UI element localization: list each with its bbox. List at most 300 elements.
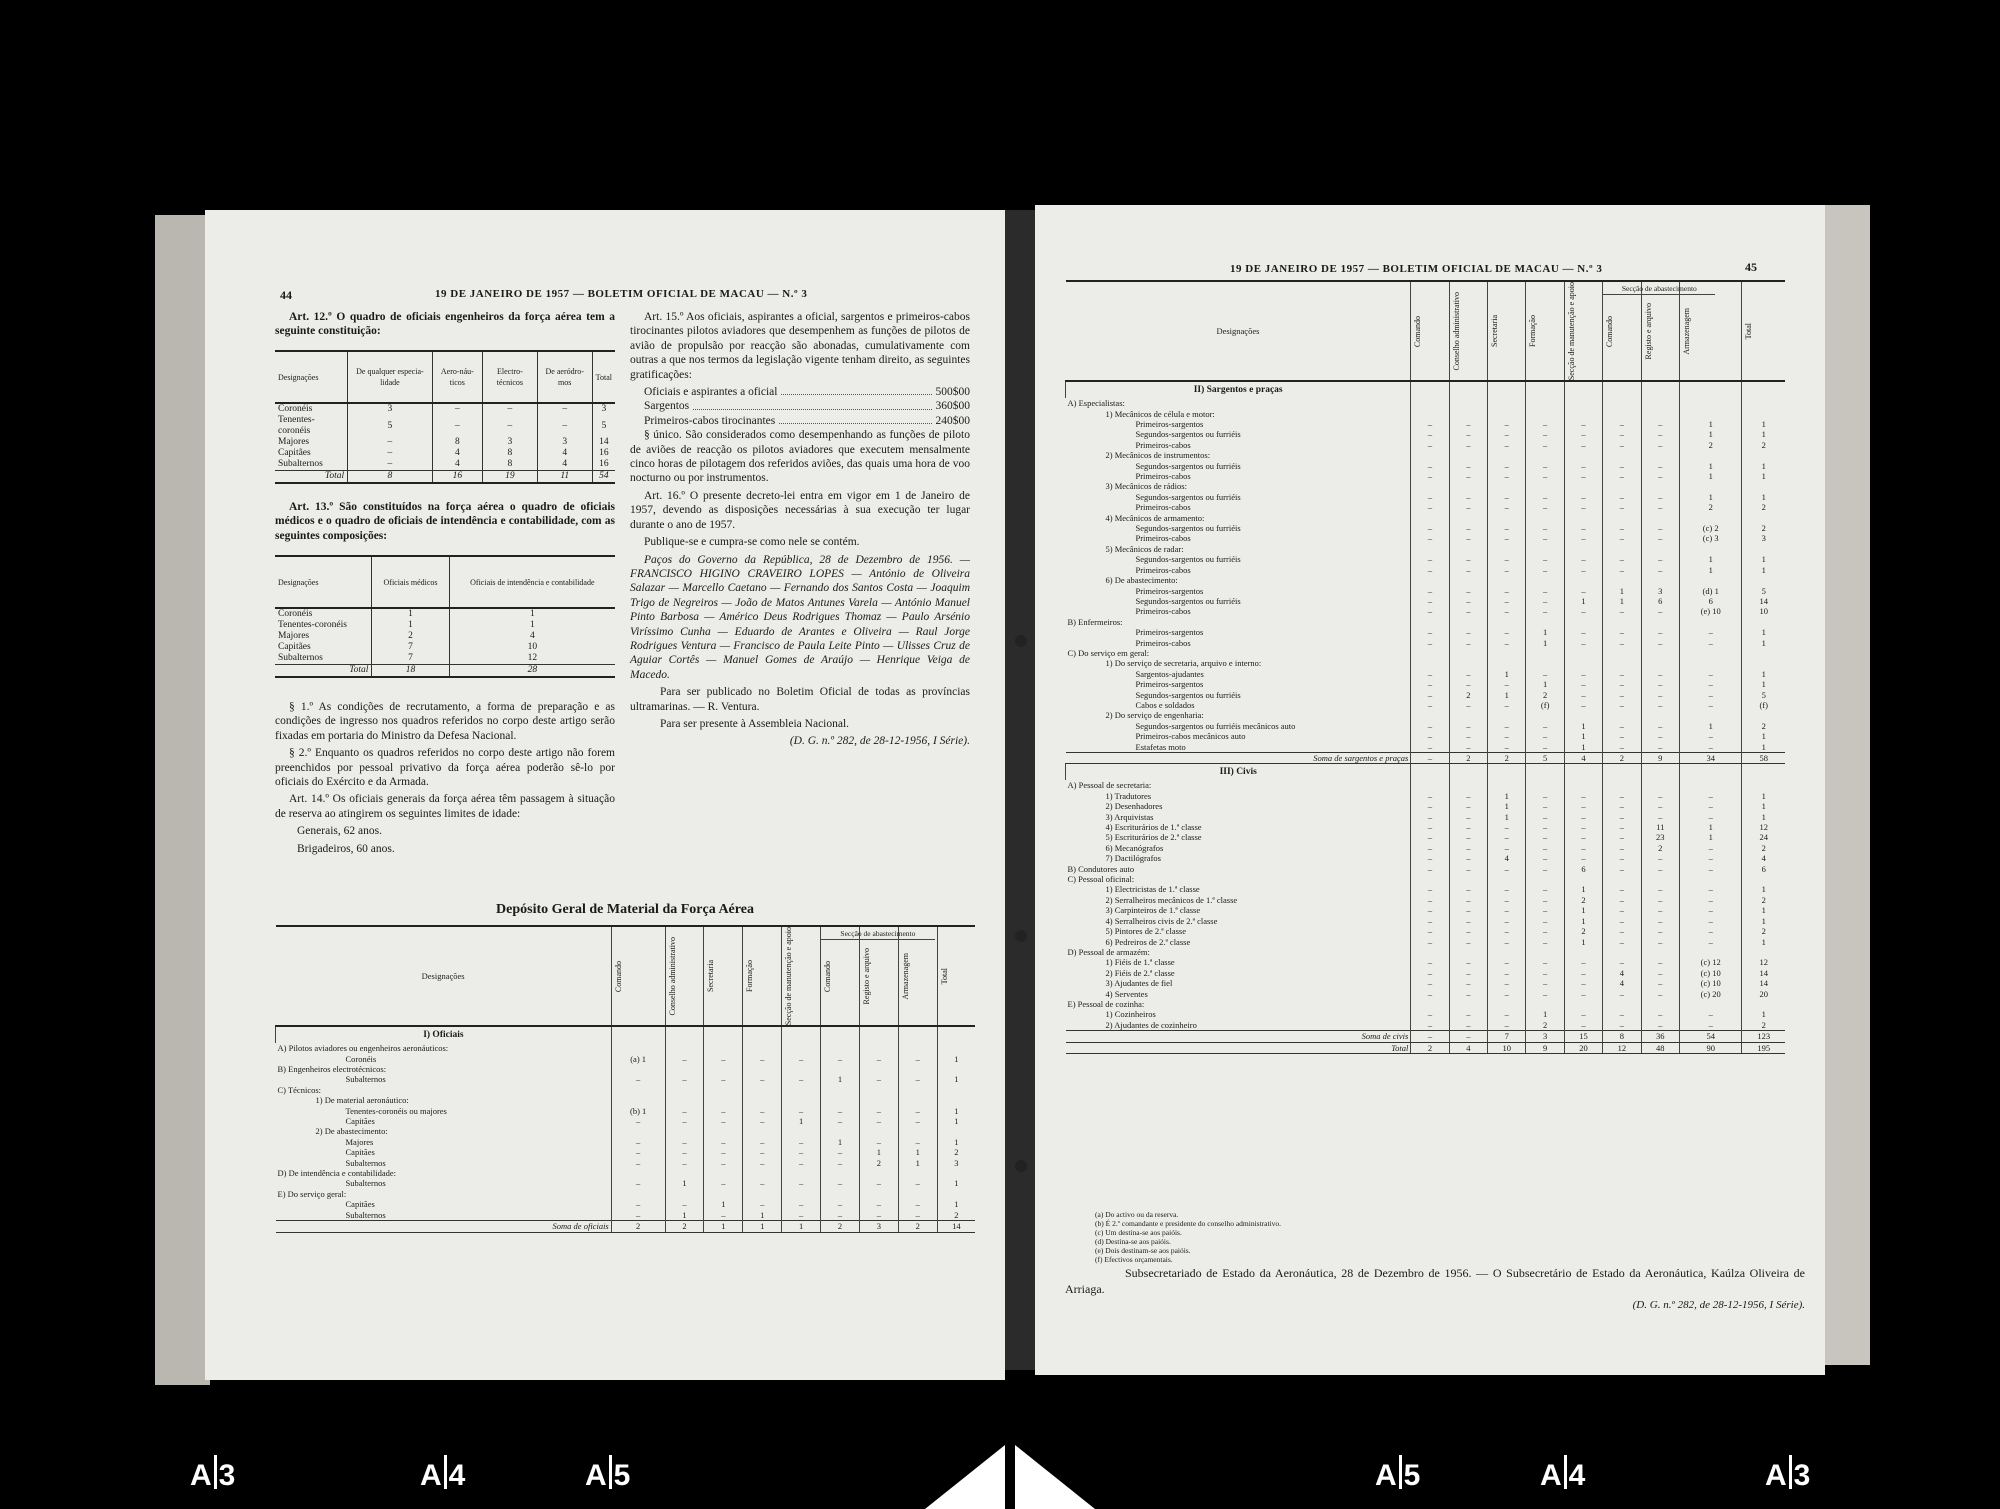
table-row xyxy=(1066,999,1786,1009)
table-cell: – xyxy=(1603,461,1641,471)
table-cell: – xyxy=(1411,596,1449,606)
table-cell: 14 xyxy=(592,437,615,448)
table-cell: – xyxy=(1564,533,1602,543)
table-cell: – xyxy=(1449,523,1487,533)
table-cell: 5 xyxy=(592,415,615,437)
table-cell xyxy=(1641,544,1679,554)
row-label: 5) Pintores de 2.ª classe xyxy=(1105,926,1186,937)
running-head: 19 DE JANEIRO DE 1957 — BOLETIM OFICIAL DE MACAU — N.º 3 xyxy=(435,288,808,300)
table-cell: 1 xyxy=(1679,492,1741,502)
table-cell xyxy=(665,1064,704,1074)
table-cell: 1 xyxy=(1742,905,1785,915)
table-cell: – xyxy=(1526,926,1564,936)
row-label: C) Do serviço em geral: xyxy=(1067,647,1150,658)
table-row xyxy=(1066,481,1786,491)
table-cell: – xyxy=(1488,1020,1526,1031)
table-cell: – xyxy=(482,403,537,415)
table-cell xyxy=(1449,658,1487,668)
table-cell: – xyxy=(1411,1020,1449,1031)
table-cell: – xyxy=(1488,884,1526,894)
personnel-table xyxy=(1065,280,1785,1054)
table-cell xyxy=(1526,544,1564,554)
table-cell: 1 xyxy=(372,620,449,631)
table-cell: 1 xyxy=(1742,812,1785,822)
table-row xyxy=(275,631,615,642)
table-cell: – xyxy=(1488,554,1526,564)
sum-cell: 123 xyxy=(1742,1031,1785,1042)
table-cell: – xyxy=(1488,596,1526,606)
marker-bar xyxy=(1564,1455,1567,1489)
table-cell: – xyxy=(1411,586,1449,596)
table-cell: – xyxy=(1641,731,1679,741)
table-cell: 24 xyxy=(1742,832,1785,842)
table-cell xyxy=(1526,575,1564,585)
table-cell: 1 xyxy=(1742,461,1785,471)
row-label: Primeiros-cabos xyxy=(1135,471,1191,482)
group-header-wrap xyxy=(821,929,935,942)
table-cell: 2 xyxy=(1742,1020,1785,1031)
table-row xyxy=(1066,627,1786,637)
table-cell: – xyxy=(1679,1009,1741,1019)
sum-cell: 8 xyxy=(1603,1031,1641,1042)
row-label: 1) Tradutores xyxy=(1105,790,1152,801)
left-page-edge xyxy=(155,215,210,1385)
table-cell: 2 xyxy=(1742,721,1785,731)
table-cell: – xyxy=(537,415,592,437)
table-row xyxy=(1066,864,1786,874)
table-cell: 2 xyxy=(1742,843,1785,853)
table-row xyxy=(1066,801,1786,811)
table-cell: – xyxy=(1679,864,1741,874)
gratuity-item xyxy=(644,414,970,428)
table-cell xyxy=(859,1043,898,1053)
table-cell: – xyxy=(1488,627,1526,637)
table-cell: – xyxy=(1449,832,1487,842)
table-cell: 1 xyxy=(821,1074,860,1084)
sum-cell: 58 xyxy=(1742,753,1785,764)
table-cell: – xyxy=(1603,440,1641,450)
table-cell: – xyxy=(704,1137,743,1147)
table-cell xyxy=(1603,780,1641,790)
table-cell: 4 xyxy=(537,459,592,471)
row-label: Primeiros-cabos xyxy=(1135,502,1191,513)
table-cell xyxy=(665,1026,704,1043)
table-cell xyxy=(1603,409,1641,419)
marker-number: 3 xyxy=(218,1459,236,1492)
film-marker xyxy=(190,1455,235,1493)
table-cell: – xyxy=(1526,565,1564,575)
table-cell: (f) xyxy=(1526,700,1564,710)
table-cell: – xyxy=(1564,700,1602,710)
row-label: C) Técnicos: xyxy=(277,1084,322,1095)
running-head: 19 DE JANEIRO DE 1957 — BOLETIM OFICIAL DE MACAU — N.º 3 xyxy=(1230,263,1603,275)
table-cell xyxy=(665,1043,704,1053)
table-cell: 1 xyxy=(937,1054,975,1064)
table-cell: – xyxy=(821,1178,860,1188)
table-cell xyxy=(1679,947,1741,957)
header-text: Formação xyxy=(745,960,755,993)
column-header xyxy=(665,926,704,1026)
table-cell: – xyxy=(1488,606,1526,616)
table-cell: – xyxy=(1449,554,1487,564)
table-cell: – xyxy=(1526,957,1564,967)
column-header xyxy=(1449,281,1487,381)
table-cell: – xyxy=(1641,884,1679,894)
table-cell xyxy=(937,1095,975,1105)
table-cell: 1 xyxy=(1679,721,1741,731)
table-cell: 1 xyxy=(1679,565,1741,575)
row-label: 4) Serralheiros civis de 2.ª classe xyxy=(1105,915,1218,926)
table-cell xyxy=(782,1064,821,1074)
publication-note: Para ser publicado no Boletim Oficial de todas as províncias ultramarinas. — R. Ventura. xyxy=(630,686,970,713)
table-cell: – xyxy=(1526,440,1564,450)
column-header: De aeródro-mos xyxy=(537,351,592,403)
table-cell xyxy=(898,1085,937,1095)
sum-cell: 34 xyxy=(1679,753,1741,764)
table-cell: 1 xyxy=(1564,742,1602,753)
table-cell: 1 xyxy=(1488,801,1526,811)
table-cell xyxy=(1411,481,1449,491)
table-cell xyxy=(1603,617,1641,627)
table-cell: 4 xyxy=(1488,853,1526,863)
table-cell xyxy=(1411,764,1449,781)
table-cell: 1 xyxy=(1742,627,1785,637)
table-cell: – xyxy=(1526,791,1564,801)
table-cell: – xyxy=(1603,492,1641,502)
table-cell: – xyxy=(1526,523,1564,533)
table-cell: – xyxy=(1603,812,1641,822)
row-label: 2) Mecânicos de instrumentos: xyxy=(1105,450,1211,461)
binding-hole xyxy=(1015,635,1027,647)
table-cell xyxy=(1679,780,1741,790)
table-cell: – xyxy=(1488,742,1526,753)
row-label: 6) Pedreiros de 2.ª classe xyxy=(1105,936,1191,947)
table-cell xyxy=(1411,575,1449,585)
table-cell: – xyxy=(1603,843,1641,853)
table-cell xyxy=(1411,617,1449,627)
table-row xyxy=(276,1116,976,1126)
table-cell xyxy=(1564,658,1602,668)
header-text: Designações xyxy=(1216,325,1260,336)
row-label: 3) Carpinteiros de 1.ª classe xyxy=(1105,905,1201,916)
table-cell: – xyxy=(1641,926,1679,936)
table-cell xyxy=(782,1168,821,1178)
row-label: Segundos-sargentos ou furriéis xyxy=(1135,429,1241,440)
table-cell: 6 xyxy=(1564,864,1602,874)
table-cell: – xyxy=(1449,926,1487,936)
table-row xyxy=(275,653,615,665)
table-cell xyxy=(1488,409,1526,419)
table-cell: – xyxy=(1679,916,1741,926)
table-cell xyxy=(1603,450,1641,460)
table-cell: Subalternos xyxy=(278,459,323,469)
table-cell: 1 xyxy=(372,608,449,620)
table-cell: 2 xyxy=(1564,895,1602,905)
table-cell xyxy=(1603,658,1641,668)
table-cell: – xyxy=(1411,679,1449,689)
table-cell: 1 xyxy=(1488,812,1526,822)
table-cell: – xyxy=(1679,679,1741,689)
right-page-edge xyxy=(1820,205,1870,1365)
table-cell: – xyxy=(611,1074,665,1084)
unico-text: § único. São considerados como desempenhando as funções de piloto de aviões de reacção os pilotos aviadores que executem mensalmente cinco horas de pilotagem dos referidos aviões, das quais uma hora de voo nocturno ou por instrumentos. xyxy=(630,429,970,485)
table-cell: – xyxy=(482,415,537,437)
table-row xyxy=(276,1168,976,1178)
table-cell: – xyxy=(821,1106,860,1116)
table-row xyxy=(1066,440,1786,450)
table-cell: 4 xyxy=(449,631,615,642)
table-cell: – xyxy=(1564,989,1602,999)
table-cell: 1 xyxy=(1679,554,1741,564)
table-cell xyxy=(1679,710,1741,720)
table-cell xyxy=(1742,481,1785,491)
table-cell: – xyxy=(1526,721,1564,731)
table-cell xyxy=(743,1064,782,1074)
table-cell: – xyxy=(1488,905,1526,915)
film-marker xyxy=(1540,1455,1585,1493)
table-cell: – xyxy=(1641,812,1679,822)
table-cell: – xyxy=(1411,884,1449,894)
table-row xyxy=(275,608,615,620)
table-cell xyxy=(859,1126,898,1136)
table-cell: – xyxy=(821,1199,860,1209)
table-row xyxy=(1066,822,1786,832)
table-cell: – xyxy=(1411,669,1449,679)
marker-number: 4 xyxy=(1568,1459,1586,1492)
table-cell: 1 xyxy=(1742,419,1785,429)
table-cell: 1 xyxy=(1603,596,1641,606)
table-cell xyxy=(1564,398,1602,408)
table-cell xyxy=(1679,575,1741,585)
table-cell xyxy=(1641,710,1679,720)
table-row xyxy=(1066,513,1786,523)
table-cell xyxy=(743,1043,782,1053)
table-row xyxy=(275,620,615,631)
gratuity-item xyxy=(644,399,970,413)
table-cell: – xyxy=(704,1210,743,1221)
section-title: III) Civis xyxy=(1066,764,1411,781)
table-cell xyxy=(704,1026,743,1043)
table-cell: 4 xyxy=(537,448,592,459)
table-cell: – xyxy=(821,1158,860,1168)
column-header xyxy=(1488,281,1526,381)
table-cell: – xyxy=(348,459,433,471)
table-cell xyxy=(1488,617,1526,627)
sum-label: Soma de civis xyxy=(1066,1031,1411,1042)
row-label: Primeiros-cabos mecânicos auto xyxy=(1135,731,1246,742)
table-cell: 2 xyxy=(372,631,449,642)
row-label: 6) Mecanógrafos xyxy=(1105,842,1164,853)
table-row xyxy=(1066,947,1786,957)
header-text: Comando xyxy=(823,960,833,992)
header-text: Armazenagem xyxy=(900,952,910,1000)
table-cell xyxy=(1526,947,1564,957)
gratuity-label: Sargentos xyxy=(644,400,690,413)
table-cell: – xyxy=(611,1137,665,1147)
table-cell: 3 xyxy=(348,403,433,415)
table-cell xyxy=(1641,780,1679,790)
table-cell: (c) 20 xyxy=(1679,989,1741,999)
header-text: Comando xyxy=(1413,315,1423,347)
film-marker xyxy=(420,1455,465,1493)
paragraph-1: § 1.º As condições de recrutamento, a forma de preparação e as condições de ingresso nos quadros referidos no corpo deste artigo serão fixadas em portaria do Ministro da Defesa Nacional. xyxy=(275,701,615,742)
table-cell: – xyxy=(665,1054,704,1064)
table-cell: 1 xyxy=(1742,884,1785,894)
row-label: 5) Escriturários de 2.ª classe xyxy=(1105,832,1202,843)
marker-number: 4 xyxy=(448,1459,466,1492)
table-cell xyxy=(1449,648,1487,658)
table-row xyxy=(1066,596,1786,606)
art14-text: Art. 14.º Os oficiais generais da força aérea têm passagem à situação de reserva ao atingirem os seguintes limites de idade: xyxy=(275,793,615,820)
table-cell: – xyxy=(1488,822,1526,832)
table-row xyxy=(276,1199,976,1209)
row-label: Primeiros-cabos xyxy=(1135,606,1191,617)
table-cell: 10 xyxy=(449,642,615,653)
table-cell: – xyxy=(1526,864,1564,874)
table-cell: – xyxy=(1564,853,1602,863)
table-cell xyxy=(1449,481,1487,491)
table-cell: (c) 3 xyxy=(1679,533,1741,543)
table-cell: – xyxy=(1603,916,1641,926)
table-cell xyxy=(1449,575,1487,585)
table-cell: – xyxy=(1449,700,1487,710)
sum-cell: 7 xyxy=(1488,1031,1526,1042)
table-cell: 1 xyxy=(937,1074,975,1084)
table-cell: – xyxy=(1526,812,1564,822)
table-cell: – xyxy=(1526,731,1564,741)
table-cell xyxy=(1411,450,1449,460)
table-cell: – xyxy=(1411,791,1449,801)
table-cell: – xyxy=(1526,832,1564,842)
table-cell: – xyxy=(1564,638,1602,648)
table-cell: – xyxy=(1449,968,1487,978)
table-row xyxy=(1066,853,1786,863)
table-row xyxy=(1066,554,1786,564)
table-cell: – xyxy=(1411,419,1449,429)
table-cell: – xyxy=(898,1199,937,1209)
row-label: Primeiros-cabos xyxy=(1135,533,1191,544)
table-cell: – xyxy=(1526,429,1564,439)
table-cell xyxy=(1742,544,1785,554)
table-cell xyxy=(665,1168,704,1178)
table-cell xyxy=(1742,780,1785,790)
table-cell: 1 xyxy=(937,1106,975,1116)
table-cell: – xyxy=(1641,1009,1679,1019)
table-row xyxy=(276,1147,976,1157)
table-cell xyxy=(1603,710,1641,720)
table-cell: Capitães xyxy=(278,642,311,652)
sum-cell: 2 xyxy=(1411,1042,1449,1053)
table-cell xyxy=(1679,381,1741,398)
table-cell xyxy=(1742,450,1785,460)
table-cell: – xyxy=(1449,978,1487,988)
table-cell: – xyxy=(821,1054,860,1064)
table-cell: – xyxy=(1411,822,1449,832)
table-cell: – xyxy=(1641,461,1679,471)
table-row xyxy=(1066,843,1786,853)
table-cell: 2 xyxy=(937,1147,975,1157)
marker-number: 3 xyxy=(1793,1459,1811,1492)
table-cell: – xyxy=(704,1147,743,1157)
table-cell: 16 xyxy=(592,448,615,459)
table-cell xyxy=(1526,710,1564,720)
table-row xyxy=(1066,565,1786,575)
table-cell xyxy=(743,1026,782,1043)
column-header: Designações xyxy=(275,556,372,608)
table-cell: 4 xyxy=(1603,978,1641,988)
table-cell xyxy=(937,1064,975,1074)
table-cell: – xyxy=(1488,989,1526,999)
closing-text: Subsecretariado de Estado da Aeronáutica, 28 de Dezembro de 1956. — O Subsecretário de Estado da Aeronáutica, Kaúlza Oliveira de Arriaga. xyxy=(1065,1266,1805,1296)
table-cell: – xyxy=(821,1210,860,1221)
table-cell: – xyxy=(1603,895,1641,905)
column-header xyxy=(1564,281,1602,381)
table-cell xyxy=(937,1026,975,1043)
table-cell: – xyxy=(1641,533,1679,543)
table-cell: 2 xyxy=(1742,926,1785,936)
row-label: 4) Escriturários de 1.ª classe xyxy=(1105,822,1202,833)
table-cell: – xyxy=(1603,638,1641,648)
table-cell: Majores xyxy=(278,437,310,447)
table-cell: – xyxy=(1603,606,1641,616)
table-row xyxy=(1066,812,1786,822)
table-cell: – xyxy=(1641,968,1679,978)
table-cell xyxy=(1641,398,1679,408)
table-cell: – xyxy=(1641,989,1679,999)
table-row xyxy=(1066,884,1786,894)
table-cell: – xyxy=(1526,502,1564,512)
table-cell xyxy=(1564,710,1602,720)
table-cell xyxy=(1641,658,1679,668)
total-row xyxy=(275,665,615,678)
table-cell: Subalternos xyxy=(278,653,323,663)
sum-cell: 1 xyxy=(782,1221,821,1232)
table-cell: – xyxy=(1449,721,1487,731)
table-cell xyxy=(1526,617,1564,627)
table-cell: – xyxy=(1526,822,1564,832)
table-cell xyxy=(1488,999,1526,1009)
table-cell xyxy=(1641,381,1679,398)
table-cell: 4 xyxy=(432,448,482,459)
table-cell: – xyxy=(898,1054,937,1064)
table-cell: 4 xyxy=(432,459,482,471)
table-cell xyxy=(1603,648,1641,658)
table-row xyxy=(1066,978,1786,988)
table-cell: – xyxy=(1488,721,1526,731)
table-cell: – xyxy=(1526,978,1564,988)
table-cell xyxy=(1449,617,1487,627)
table-cell: 10 xyxy=(1742,606,1785,616)
row-label: Primeiros-cabos xyxy=(1135,564,1191,575)
table-cell: – xyxy=(1564,419,1602,429)
table-cell: 1 xyxy=(937,1116,975,1126)
table-cell xyxy=(1742,617,1785,627)
table-cell: – xyxy=(743,1106,782,1116)
header-text: Armazenagem xyxy=(1681,307,1691,355)
table-cell xyxy=(611,1026,665,1043)
table-cell: – xyxy=(1449,679,1487,689)
column-header: Electro-técnicos xyxy=(482,351,537,403)
sum-cell: 195 xyxy=(1742,1042,1785,1053)
row-label: 2) Fiéis de 2.ª classe xyxy=(1105,967,1175,978)
table-cell: – xyxy=(1411,916,1449,926)
right-column xyxy=(630,310,970,752)
table-cell xyxy=(1411,710,1449,720)
table-cell: – xyxy=(1526,742,1564,753)
table-cell: – xyxy=(1449,627,1487,637)
table-cell: – xyxy=(1488,731,1526,741)
table-cell: – xyxy=(1603,554,1641,564)
